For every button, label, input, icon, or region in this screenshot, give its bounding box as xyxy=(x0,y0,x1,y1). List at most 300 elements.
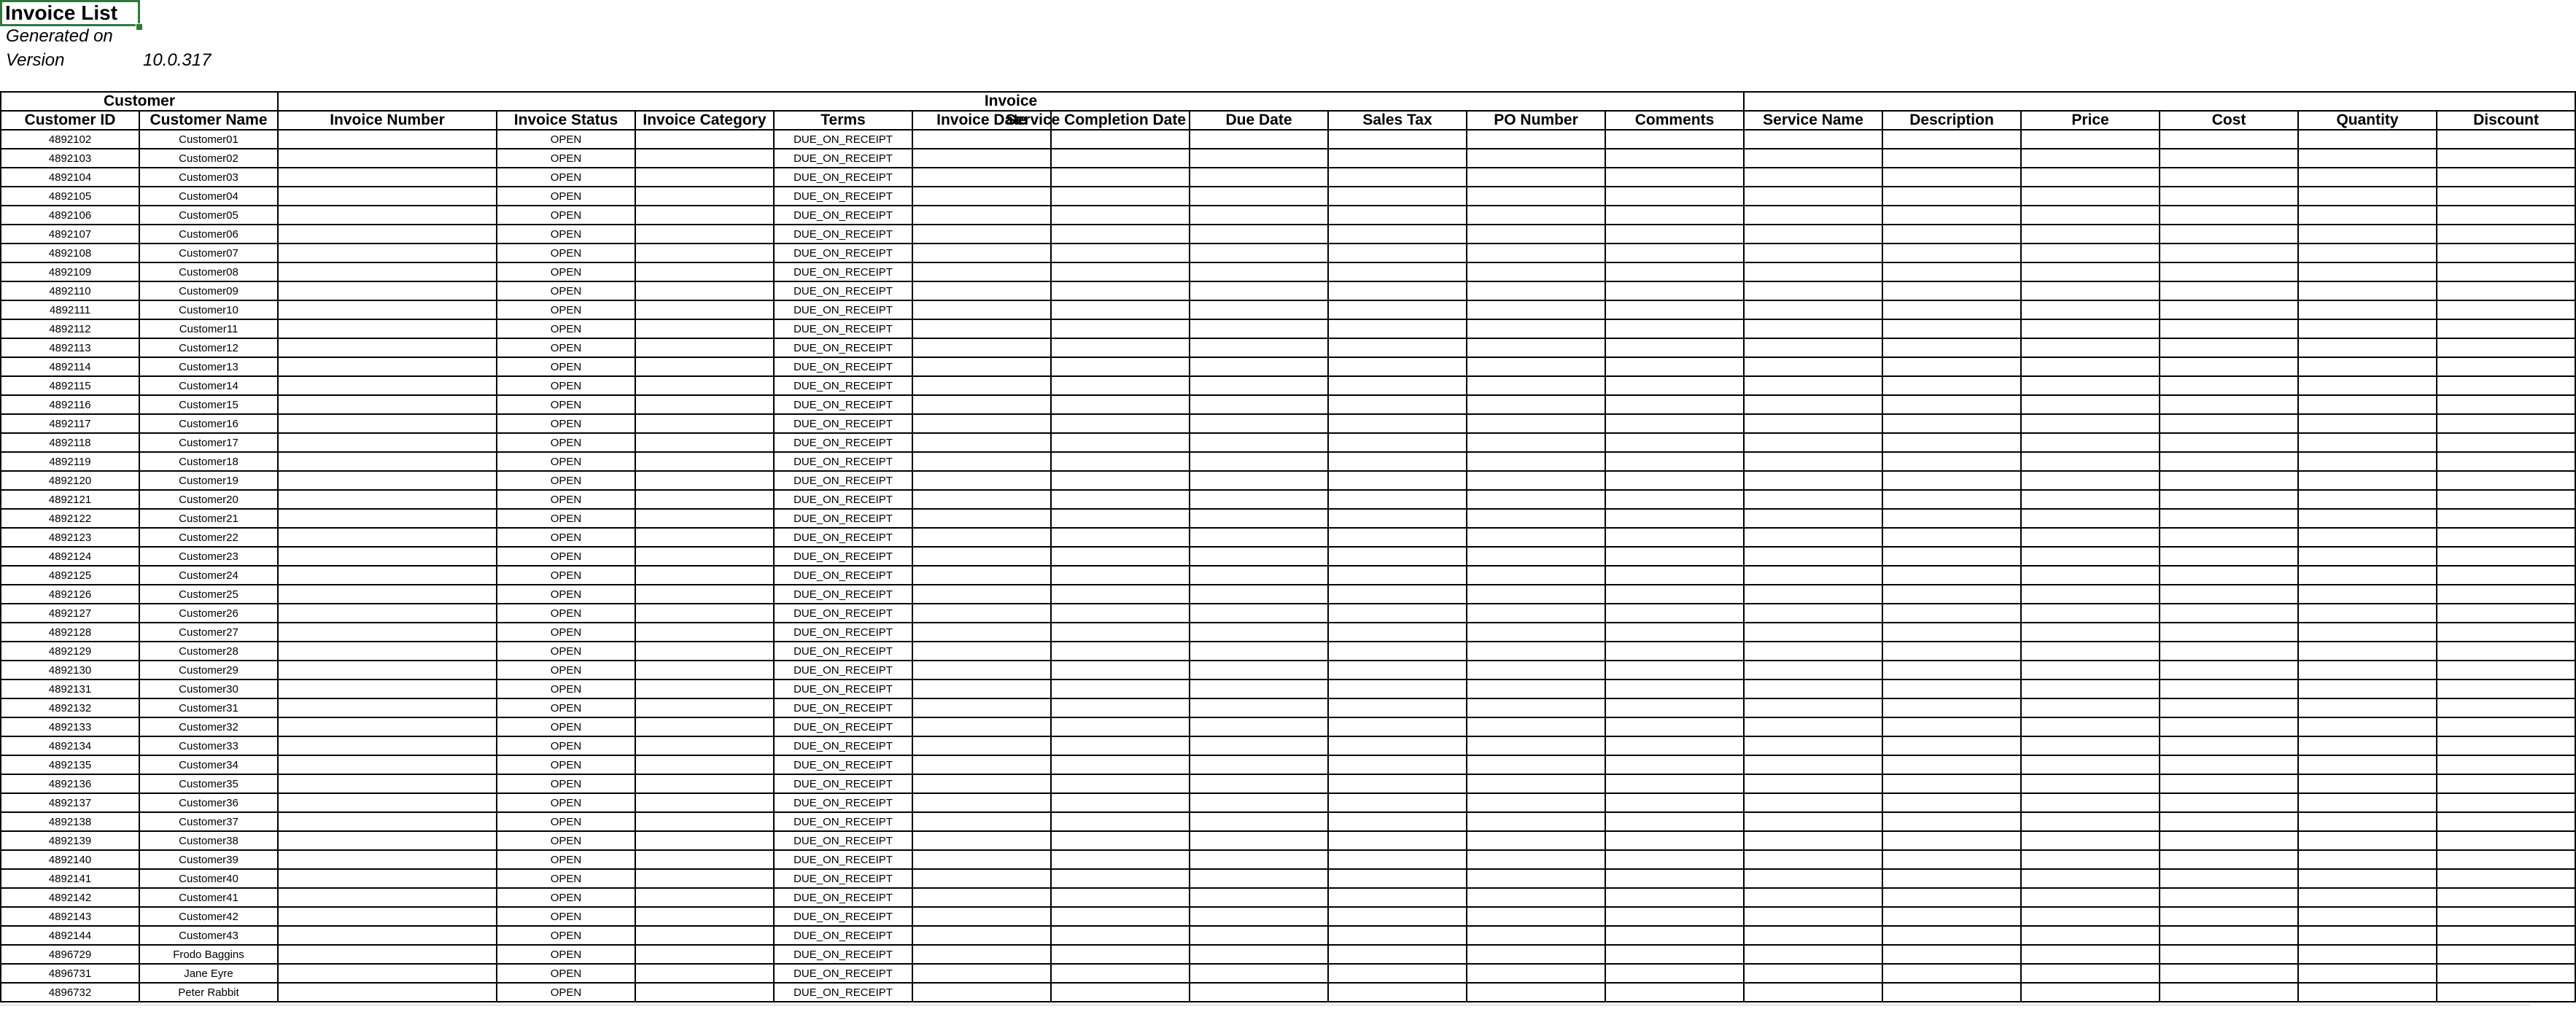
cell-invoice-status[interactable]: OPEN xyxy=(497,831,635,850)
cell-description[interactable] xyxy=(1882,414,2021,433)
cell-discount[interactable] xyxy=(2437,566,2575,585)
cell-due-date[interactable] xyxy=(1190,376,1328,395)
cell-invoice-date[interactable] xyxy=(912,642,1051,661)
cell-price[interactable] xyxy=(2021,661,2160,680)
cell-price[interactable] xyxy=(2021,395,2160,414)
cell-invoice-number[interactable] xyxy=(278,452,497,471)
cell-sales-tax[interactable] xyxy=(1328,547,1467,566)
cell-service-name[interactable] xyxy=(1744,433,1882,452)
cell-cost[interactable] xyxy=(2160,357,2298,376)
cell-customer-name[interactable]: Customer31 xyxy=(139,698,278,717)
cell-comments[interactable] xyxy=(1605,168,1744,187)
cell-terms[interactable]: DUE_ON_RECEIPT xyxy=(774,187,912,206)
col-header-quantity[interactable]: Quantity xyxy=(2298,111,2437,130)
cell-terms[interactable]: DUE_ON_RECEIPT xyxy=(774,983,912,1002)
cell-po-number[interactable] xyxy=(1467,300,1605,319)
cell-due-date[interactable] xyxy=(1190,642,1328,661)
col-header-terms[interactable]: Terms xyxy=(774,111,912,130)
cell-quantity[interactable] xyxy=(2298,812,2437,831)
cell-service-name[interactable] xyxy=(1744,907,1882,926)
cell-discount[interactable] xyxy=(2437,831,2575,850)
cell-service-completion-date[interactable] xyxy=(1051,755,1190,774)
cell-customer-name[interactable]: Customer14 xyxy=(139,376,278,395)
cell-invoice-date[interactable] xyxy=(912,907,1051,926)
cell-price[interactable] xyxy=(2021,850,2160,869)
cell-service-completion-date[interactable] xyxy=(1051,774,1190,793)
cell-invoice-category[interactable] xyxy=(635,149,774,168)
cell-quantity[interactable] xyxy=(2298,187,2437,206)
cell-description[interactable] xyxy=(1882,357,2021,376)
cell-customer-id[interactable]: 4892135 xyxy=(1,755,139,774)
cell-invoice-number[interactable] xyxy=(278,206,497,225)
cell-sales-tax[interactable] xyxy=(1328,945,1467,964)
cell-discount[interactable] xyxy=(2437,755,2575,774)
col-header-po-number[interactable]: PO Number xyxy=(1467,111,1605,130)
cell-customer-id[interactable]: 4892137 xyxy=(1,793,139,812)
cell-customer-name[interactable]: Customer36 xyxy=(139,793,278,812)
cell-cost[interactable] xyxy=(2160,149,2298,168)
cell-cost[interactable] xyxy=(2160,888,2298,907)
cell-invoice-number[interactable] xyxy=(278,471,497,490)
cell-invoice-number[interactable] xyxy=(278,755,497,774)
cell-cost[interactable] xyxy=(2160,983,2298,1002)
cell-invoice-date[interactable] xyxy=(912,604,1051,623)
cell-discount[interactable] xyxy=(2437,509,2575,528)
col-header-sales-tax[interactable]: Sales Tax xyxy=(1328,111,1467,130)
cell-invoice-category[interactable] xyxy=(635,831,774,850)
cell-invoice-status[interactable]: OPEN xyxy=(497,623,635,642)
cell-invoice-date[interactable] xyxy=(912,319,1051,338)
cell-po-number[interactable] xyxy=(1467,149,1605,168)
cell-due-date[interactable] xyxy=(1190,850,1328,869)
cell-invoice-category[interactable] xyxy=(635,698,774,717)
cell-service-completion-date[interactable] xyxy=(1051,850,1190,869)
cell-invoice-category[interactable] xyxy=(635,300,774,319)
cell-due-date[interactable] xyxy=(1190,149,1328,168)
cell-service-name[interactable] xyxy=(1744,964,1882,983)
cell-invoice-number[interactable] xyxy=(278,604,497,623)
cell-invoice-status[interactable]: OPEN xyxy=(497,717,635,736)
cell-cost[interactable] xyxy=(2160,225,2298,244)
cell-po-number[interactable] xyxy=(1467,509,1605,528)
cell-terms[interactable]: DUE_ON_RECEIPT xyxy=(774,869,912,888)
cell-terms[interactable]: DUE_ON_RECEIPT xyxy=(774,528,912,547)
cell-invoice-category[interactable] xyxy=(635,642,774,661)
cell-quantity[interactable] xyxy=(2298,319,2437,338)
cell-invoice-date[interactable] xyxy=(912,395,1051,414)
cell-invoice-category[interactable] xyxy=(635,755,774,774)
cell-service-name[interactable] xyxy=(1744,698,1882,717)
cell-due-date[interactable] xyxy=(1190,566,1328,585)
cell-discount[interactable] xyxy=(2437,585,2575,604)
cell-due-date[interactable] xyxy=(1190,319,1328,338)
cell-customer-id[interactable]: 4892141 xyxy=(1,869,139,888)
cell-sales-tax[interactable] xyxy=(1328,698,1467,717)
cell-service-completion-date[interactable] xyxy=(1051,130,1190,149)
cell-invoice-status[interactable]: OPEN xyxy=(497,812,635,831)
cell-po-number[interactable] xyxy=(1467,642,1605,661)
cell-comments[interactable] xyxy=(1605,698,1744,717)
cell-invoice-status[interactable]: OPEN xyxy=(497,793,635,812)
cell-price[interactable] xyxy=(2021,680,2160,698)
cell-quantity[interactable] xyxy=(2298,338,2437,357)
cell-cost[interactable] xyxy=(2160,566,2298,585)
cell-customer-id[interactable]: 4892117 xyxy=(1,414,139,433)
cell-cost[interactable] xyxy=(2160,850,2298,869)
cell-price[interactable] xyxy=(2021,983,2160,1002)
cell-customer-id[interactable]: 4892115 xyxy=(1,376,139,395)
cell-customer-name[interactable]: Customer27 xyxy=(139,623,278,642)
cell-customer-id[interactable]: 4892128 xyxy=(1,623,139,642)
cell-customer-id[interactable]: 4892103 xyxy=(1,149,139,168)
cell-customer-id[interactable]: 4892129 xyxy=(1,642,139,661)
cell-price[interactable] xyxy=(2021,414,2160,433)
cell-sales-tax[interactable] xyxy=(1328,357,1467,376)
cell-service-name[interactable] xyxy=(1744,225,1882,244)
cell-quantity[interactable] xyxy=(2298,926,2437,945)
cell-invoice-date[interactable] xyxy=(912,831,1051,850)
cell-cost[interactable] xyxy=(2160,964,2298,983)
cell-service-name[interactable] xyxy=(1744,376,1882,395)
cell-service-name[interactable] xyxy=(1744,983,1882,1002)
cell-service-completion-date[interactable] xyxy=(1051,964,1190,983)
cell-customer-id[interactable]: 4896731 xyxy=(1,964,139,983)
cell-customer-name[interactable]: Customer39 xyxy=(139,850,278,869)
cell-service-completion-date[interactable] xyxy=(1051,376,1190,395)
cell-discount[interactable] xyxy=(2437,812,2575,831)
cell-invoice-number[interactable] xyxy=(278,130,497,149)
cell-service-name[interactable] xyxy=(1744,547,1882,566)
cell-sales-tax[interactable] xyxy=(1328,395,1467,414)
cell-description[interactable] xyxy=(1882,225,2021,244)
cell-discount[interactable] xyxy=(2437,225,2575,244)
cell-service-completion-date[interactable] xyxy=(1051,831,1190,850)
cell-service-completion-date[interactable] xyxy=(1051,547,1190,566)
cell-po-number[interactable] xyxy=(1467,433,1605,452)
cell-invoice-number[interactable] xyxy=(278,983,497,1002)
cell-invoice-date[interactable] xyxy=(912,585,1051,604)
cell-customer-name[interactable]: Customer17 xyxy=(139,433,278,452)
cell-invoice-number[interactable] xyxy=(278,888,497,907)
cell-service-name[interactable] xyxy=(1744,661,1882,680)
cell-customer-id[interactable]: 4896732 xyxy=(1,983,139,1002)
cell-comments[interactable] xyxy=(1605,547,1744,566)
cell-description[interactable] xyxy=(1882,130,2021,149)
cell-invoice-date[interactable] xyxy=(912,850,1051,869)
cell-service-name[interactable] xyxy=(1744,566,1882,585)
cell-service-completion-date[interactable] xyxy=(1051,471,1190,490)
cell-description[interactable] xyxy=(1882,319,2021,338)
cell-comments[interactable] xyxy=(1605,338,1744,357)
cell-terms[interactable]: DUE_ON_RECEIPT xyxy=(774,717,912,736)
cell-service-completion-date[interactable] xyxy=(1051,206,1190,225)
cell-terms[interactable]: DUE_ON_RECEIPT xyxy=(774,642,912,661)
cell-description[interactable] xyxy=(1882,149,2021,168)
cell-terms[interactable]: DUE_ON_RECEIPT xyxy=(774,547,912,566)
cell-cost[interactable] xyxy=(2160,661,2298,680)
cell-invoice-status[interactable]: OPEN xyxy=(497,338,635,357)
cell-customer-name[interactable]: Customer37 xyxy=(139,812,278,831)
cell-service-completion-date[interactable] xyxy=(1051,414,1190,433)
cell-customer-name[interactable]: Customer29 xyxy=(139,661,278,680)
cell-sales-tax[interactable] xyxy=(1328,244,1467,262)
cell-service-completion-date[interactable] xyxy=(1051,907,1190,926)
cell-terms[interactable]: DUE_ON_RECEIPT xyxy=(774,490,912,509)
cell-quantity[interactable] xyxy=(2298,471,2437,490)
cell-invoice-status[interactable]: OPEN xyxy=(497,926,635,945)
cell-invoice-status[interactable]: OPEN xyxy=(497,319,635,338)
cell-po-number[interactable] xyxy=(1467,736,1605,755)
cell-invoice-number[interactable] xyxy=(278,168,497,187)
cell-customer-name[interactable]: Customer43 xyxy=(139,926,278,945)
cell-description[interactable] xyxy=(1882,680,2021,698)
cell-due-date[interactable] xyxy=(1190,698,1328,717)
cell-service-completion-date[interactable] xyxy=(1051,395,1190,414)
cell-due-date[interactable] xyxy=(1190,964,1328,983)
cell-customer-id[interactable]: 4892118 xyxy=(1,433,139,452)
cell-cost[interactable] xyxy=(2160,793,2298,812)
cell-customer-id[interactable]: 4892114 xyxy=(1,357,139,376)
cell-sales-tax[interactable] xyxy=(1328,452,1467,471)
cell-service-completion-date[interactable] xyxy=(1051,736,1190,755)
cell-description[interactable] xyxy=(1882,926,2021,945)
cell-po-number[interactable] xyxy=(1467,869,1605,888)
cell-sales-tax[interactable] xyxy=(1328,206,1467,225)
cell-cost[interactable] xyxy=(2160,319,2298,338)
cell-service-name[interactable] xyxy=(1744,395,1882,414)
cell-customer-id[interactable]: 4892130 xyxy=(1,661,139,680)
cell-price[interactable] xyxy=(2021,244,2160,262)
cell-customer-name[interactable]: Customer34 xyxy=(139,755,278,774)
cell-discount[interactable] xyxy=(2437,547,2575,566)
cell-due-date[interactable] xyxy=(1190,357,1328,376)
cell-discount[interactable] xyxy=(2437,130,2575,149)
cell-discount[interactable] xyxy=(2437,869,2575,888)
cell-sales-tax[interactable] xyxy=(1328,225,1467,244)
cell-invoice-number[interactable] xyxy=(278,680,497,698)
cell-due-date[interactable] xyxy=(1190,945,1328,964)
cell-cost[interactable] xyxy=(2160,281,2298,300)
cell-invoice-date[interactable] xyxy=(912,262,1051,281)
cell-quantity[interactable] xyxy=(2298,357,2437,376)
cell-customer-id[interactable]: 4892116 xyxy=(1,395,139,414)
cell-comments[interactable] xyxy=(1605,736,1744,755)
cell-customer-id[interactable]: 4892120 xyxy=(1,471,139,490)
cell-price[interactable] xyxy=(2021,888,2160,907)
cell-comments[interactable] xyxy=(1605,585,1744,604)
cell-invoice-category[interactable] xyxy=(635,585,774,604)
cell-customer-name[interactable]: Customer02 xyxy=(139,149,278,168)
cell-invoice-category[interactable] xyxy=(635,566,774,585)
cell-due-date[interactable] xyxy=(1190,168,1328,187)
cell-terms[interactable]: DUE_ON_RECEIPT xyxy=(774,452,912,471)
cell-sales-tax[interactable] xyxy=(1328,926,1467,945)
cell-price[interactable] xyxy=(2021,376,2160,395)
cell-price[interactable] xyxy=(2021,262,2160,281)
cell-cost[interactable] xyxy=(2160,187,2298,206)
cell-invoice-number[interactable] xyxy=(278,812,497,831)
cell-po-number[interactable] xyxy=(1467,547,1605,566)
cell-service-completion-date[interactable] xyxy=(1051,452,1190,471)
cell-price[interactable] xyxy=(2021,130,2160,149)
cell-service-name[interactable] xyxy=(1744,357,1882,376)
cell-description[interactable] xyxy=(1882,433,2021,452)
cell-sales-tax[interactable] xyxy=(1328,528,1467,547)
cell-customer-name[interactable]: Customer20 xyxy=(139,490,278,509)
cell-terms[interactable]: DUE_ON_RECEIPT xyxy=(774,225,912,244)
cell-service-completion-date[interactable] xyxy=(1051,717,1190,736)
cell-due-date[interactable] xyxy=(1190,433,1328,452)
cell-invoice-date[interactable] xyxy=(912,376,1051,395)
cell-po-number[interactable] xyxy=(1467,319,1605,338)
cell-sales-tax[interactable] xyxy=(1328,471,1467,490)
cell-po-number[interactable] xyxy=(1467,206,1605,225)
cell-sales-tax[interactable] xyxy=(1328,376,1467,395)
cell-due-date[interactable] xyxy=(1190,585,1328,604)
cell-cost[interactable] xyxy=(2160,812,2298,831)
cell-description[interactable] xyxy=(1882,187,2021,206)
cell-terms[interactable]: DUE_ON_RECEIPT xyxy=(774,149,912,168)
cell-comments[interactable] xyxy=(1605,907,1744,926)
cell-customer-id[interactable]: 4892144 xyxy=(1,926,139,945)
cell-invoice-date[interactable] xyxy=(912,244,1051,262)
cell-invoice-status[interactable]: OPEN xyxy=(497,414,635,433)
cell-cost[interactable] xyxy=(2160,642,2298,661)
cell-invoice-date[interactable] xyxy=(912,945,1051,964)
cell-invoice-category[interactable] xyxy=(635,471,774,490)
cell-terms[interactable]: DUE_ON_RECEIPT xyxy=(774,945,912,964)
cell-discount[interactable] xyxy=(2437,149,2575,168)
cell-comments[interactable] xyxy=(1605,262,1744,281)
cell-description[interactable] xyxy=(1882,395,2021,414)
cell-cost[interactable] xyxy=(2160,395,2298,414)
cell-invoice-number[interactable] xyxy=(278,300,497,319)
cell-invoice-category[interactable] xyxy=(635,547,774,566)
cell-due-date[interactable] xyxy=(1190,187,1328,206)
cell-po-number[interactable] xyxy=(1467,926,1605,945)
cell-discount[interactable] xyxy=(2437,490,2575,509)
cell-customer-id[interactable]: 4892124 xyxy=(1,547,139,566)
cell-quantity[interactable] xyxy=(2298,831,2437,850)
cell-invoice-number[interactable] xyxy=(278,262,497,281)
cell-invoice-date[interactable] xyxy=(912,623,1051,642)
cell-invoice-date[interactable] xyxy=(912,926,1051,945)
cell-comments[interactable] xyxy=(1605,869,1744,888)
cell-customer-name[interactable]: Customer38 xyxy=(139,831,278,850)
cell-cost[interactable] xyxy=(2160,262,2298,281)
cell-customer-id[interactable]: 4892123 xyxy=(1,528,139,547)
cell-discount[interactable] xyxy=(2437,300,2575,319)
cell-po-number[interactable] xyxy=(1467,357,1605,376)
cell-price[interactable] xyxy=(2021,319,2160,338)
cell-service-name[interactable] xyxy=(1744,736,1882,755)
cell-po-number[interactable] xyxy=(1467,812,1605,831)
cell-comments[interactable] xyxy=(1605,831,1744,850)
cell-sales-tax[interactable] xyxy=(1328,793,1467,812)
cell-service-name[interactable] xyxy=(1744,945,1882,964)
cell-customer-name[interactable]: Customer13 xyxy=(139,357,278,376)
cell-cost[interactable] xyxy=(2160,926,2298,945)
cell-due-date[interactable] xyxy=(1190,300,1328,319)
cell-price[interactable] xyxy=(2021,907,2160,926)
cell-description[interactable] xyxy=(1882,888,2021,907)
cell-sales-tax[interactable] xyxy=(1328,983,1467,1002)
cell-service-completion-date[interactable] xyxy=(1051,300,1190,319)
cell-invoice-number[interactable] xyxy=(278,414,497,433)
cell-invoice-number[interactable] xyxy=(278,338,497,357)
cell-service-completion-date[interactable] xyxy=(1051,983,1190,1002)
cell-terms[interactable]: DUE_ON_RECEIPT xyxy=(774,244,912,262)
cell-customer-id[interactable]: 4892109 xyxy=(1,262,139,281)
cell-service-name[interactable] xyxy=(1744,244,1882,262)
cell-invoice-date[interactable] xyxy=(912,149,1051,168)
cell-due-date[interactable] xyxy=(1190,604,1328,623)
cell-customer-id[interactable]: 4892121 xyxy=(1,490,139,509)
cell-discount[interactable] xyxy=(2437,926,2575,945)
cell-invoice-number[interactable] xyxy=(278,281,497,300)
cell-comments[interactable] xyxy=(1605,206,1744,225)
cell-cost[interactable] xyxy=(2160,490,2298,509)
cell-due-date[interactable] xyxy=(1190,793,1328,812)
cell-sales-tax[interactable] xyxy=(1328,869,1467,888)
cell-description[interactable] xyxy=(1882,774,2021,793)
cell-invoice-date[interactable] xyxy=(912,793,1051,812)
cell-invoice-status[interactable]: OPEN xyxy=(497,869,635,888)
col-header-customer-id[interactable]: Customer ID xyxy=(1,111,139,130)
cell-invoice-status[interactable]: OPEN xyxy=(497,471,635,490)
cell-cost[interactable] xyxy=(2160,698,2298,717)
cell-po-number[interactable] xyxy=(1467,717,1605,736)
col-header-customer-name[interactable]: Customer Name xyxy=(139,111,278,130)
cell-quantity[interactable] xyxy=(2298,736,2437,755)
cell-customer-name[interactable]: Customer11 xyxy=(139,319,278,338)
cell-comments[interactable] xyxy=(1605,623,1744,642)
cell-invoice-status[interactable]: OPEN xyxy=(497,130,635,149)
cell-customer-name[interactable]: Frodo Baggins xyxy=(139,945,278,964)
cell-po-number[interactable] xyxy=(1467,528,1605,547)
cell-description[interactable] xyxy=(1882,585,2021,604)
cell-customer-name[interactable]: Customer15 xyxy=(139,395,278,414)
cell-sales-tax[interactable] xyxy=(1328,907,1467,926)
cell-cost[interactable] xyxy=(2160,130,2298,149)
cell-customer-id[interactable]: 4892139 xyxy=(1,831,139,850)
cell-invoice-status[interactable]: OPEN xyxy=(497,149,635,168)
cell-due-date[interactable] xyxy=(1190,338,1328,357)
cell-terms[interactable]: DUE_ON_RECEIPT xyxy=(774,623,912,642)
selection-fill-handle[interactable] xyxy=(136,23,143,31)
cell-service-name[interactable] xyxy=(1744,812,1882,831)
cell-customer-id[interactable]: 4892140 xyxy=(1,850,139,869)
cell-service-completion-date[interactable] xyxy=(1051,225,1190,244)
cell-po-number[interactable] xyxy=(1467,376,1605,395)
cell-invoice-number[interactable] xyxy=(278,869,497,888)
cell-sales-tax[interactable] xyxy=(1328,831,1467,850)
cell-quantity[interactable] xyxy=(2298,945,2437,964)
cell-terms[interactable]: DUE_ON_RECEIPT xyxy=(774,338,912,357)
cell-quantity[interactable] xyxy=(2298,149,2437,168)
col-header-invoice-status[interactable]: Invoice Status xyxy=(497,111,635,130)
cell-due-date[interactable] xyxy=(1190,812,1328,831)
cell-discount[interactable] xyxy=(2437,888,2575,907)
cell-price[interactable] xyxy=(2021,528,2160,547)
cell-quantity[interactable] xyxy=(2298,395,2437,414)
cell-sales-tax[interactable] xyxy=(1328,566,1467,585)
cell-comments[interactable] xyxy=(1605,812,1744,831)
cell-po-number[interactable] xyxy=(1467,244,1605,262)
cell-sales-tax[interactable] xyxy=(1328,149,1467,168)
cell-invoice-date[interactable] xyxy=(912,528,1051,547)
col-header-description[interactable]: Description xyxy=(1882,111,2021,130)
